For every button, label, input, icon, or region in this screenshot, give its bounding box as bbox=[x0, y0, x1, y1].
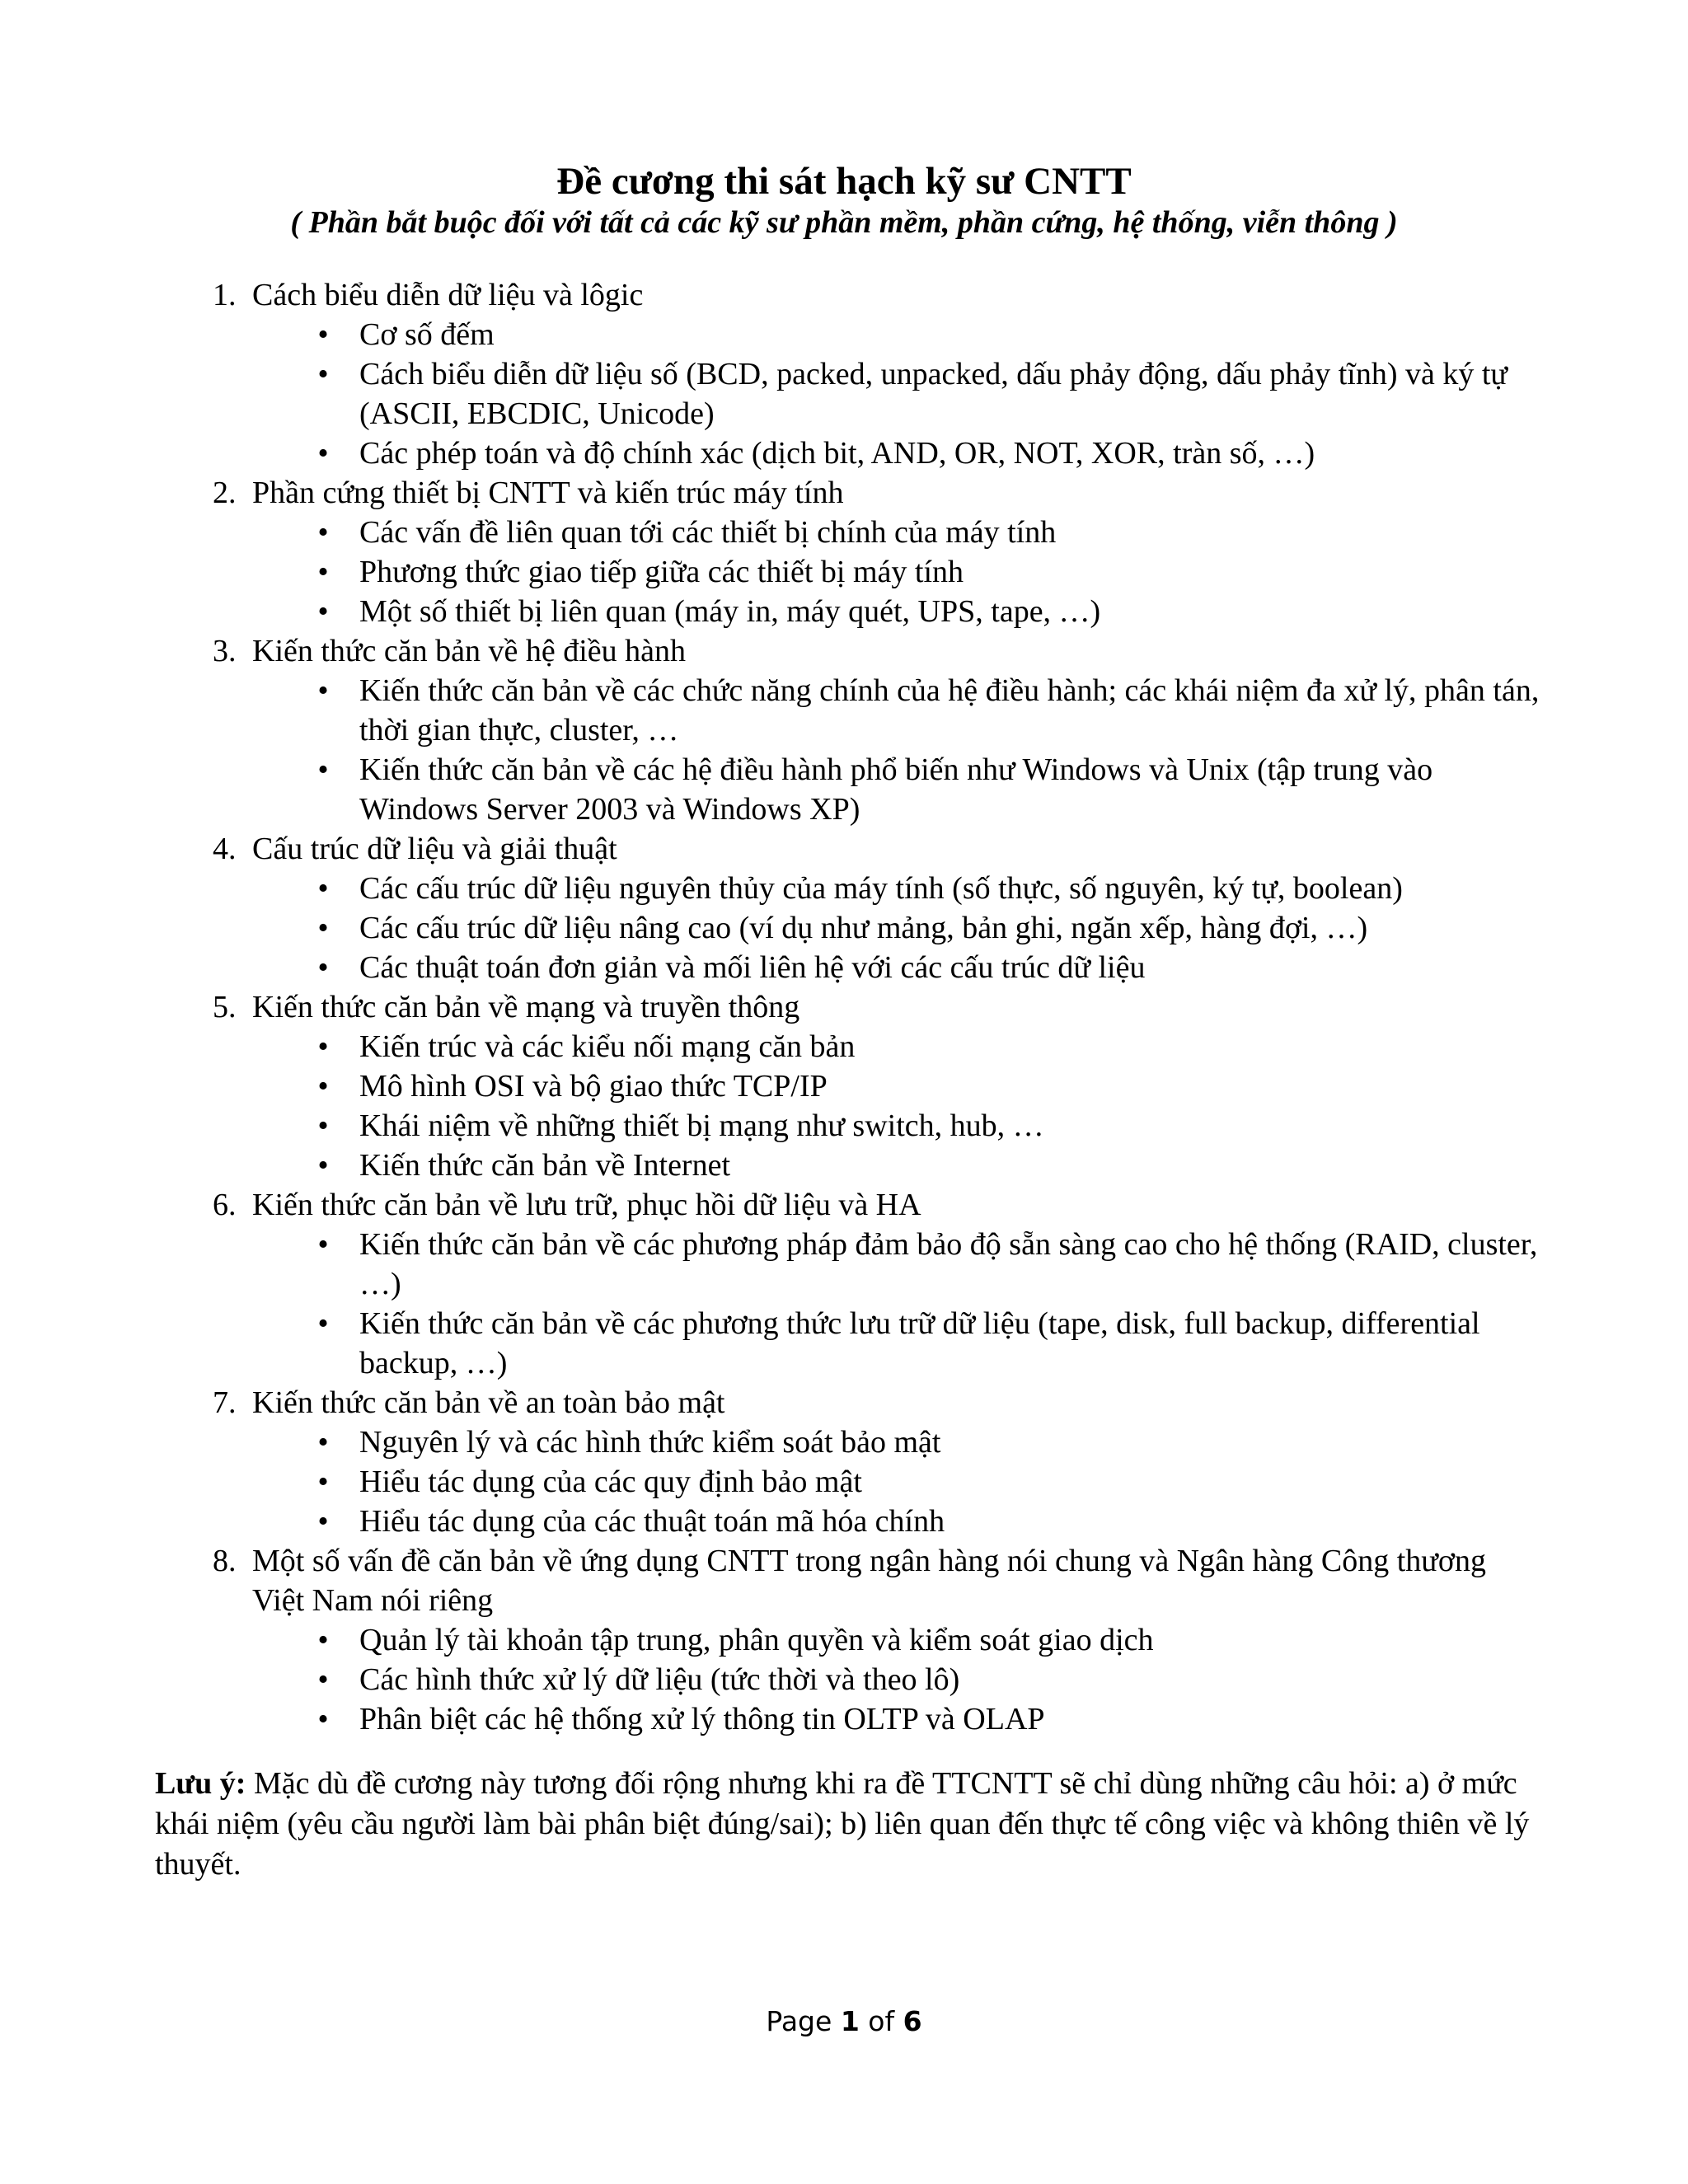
bullet-item bbox=[0, 1462, 1546, 1502]
bullet-item bbox=[0, 908, 1546, 948]
section-heading bbox=[0, 987, 1538, 1027]
bullet-item bbox=[0, 1146, 1546, 1185]
bullet-text: Các cấu trúc dữ liệu nguyên thủy của máy tính (số thực, số nguyên, ký tự, boolean) bbox=[359, 871, 1403, 906]
bullet-item bbox=[0, 1660, 1546, 1699]
bullet-item bbox=[0, 592, 1546, 631]
bullet-item bbox=[0, 869, 1546, 908]
section-heading bbox=[0, 631, 1538, 671]
bullet-item bbox=[0, 948, 1546, 987]
bullet-text: Mô hình OSI và bộ giao thức TCP/IP bbox=[359, 1069, 828, 1104]
bullet-text: Các phép toán và độ chính xác (dịch bit, AND, OR, NOT, XOR, tràn số, …) bbox=[359, 436, 1315, 471]
section-heading-text: Phần cứng thiết bị CNTT và kiến trúc máy tính bbox=[252, 476, 844, 510]
page-footer bbox=[0, 2004, 1688, 2040]
note-paragraph bbox=[155, 1764, 1548, 1885]
bullet-dot-icon: • bbox=[317, 436, 329, 471]
bullet-item bbox=[0, 1620, 1546, 1660]
outline-section bbox=[0, 1541, 1688, 1739]
bullet-dot-icon: • bbox=[317, 555, 329, 589]
section-heading bbox=[0, 1383, 1538, 1422]
section-heading-text: Cấu trúc dữ liệu và giải thuật bbox=[252, 832, 617, 866]
page-title: Đề cương thi sát hạch kỹ sư CNTT bbox=[556, 160, 1132, 203]
bullet-text: Các hình thức xử lý dữ liệu (tức thời và theo lô) bbox=[359, 1662, 960, 1697]
bullet-text: Hiểu tác dụng của các thuật toán mã hóa chính bbox=[359, 1504, 945, 1539]
footer-page-total: 6 bbox=[903, 2005, 922, 2037]
bullet-item bbox=[0, 513, 1546, 552]
bullet-text: Kiến thức căn bản về các phương pháp đảm bảo độ sẵn sàng cao cho hệ thống (RAID, cluster, …) bbox=[359, 1227, 1538, 1301]
bullet-dot-icon: • bbox=[317, 1465, 329, 1499]
section-heading-text: Kiến thức căn bản về an toàn bảo mật bbox=[252, 1385, 725, 1420]
bullet-dot-icon: • bbox=[317, 1148, 329, 1183]
section-heading-text: Kiến thức căn bản về mạng và truyền thông bbox=[252, 990, 800, 1024]
bullet-text: Nguyên lý và các hình thức kiểm soát bảo mật bbox=[359, 1425, 941, 1460]
note-label: Lưu ý: bbox=[155, 1766, 246, 1801]
bullet-item bbox=[0, 750, 1546, 829]
bullet-text: Các vấn đề liên quan tới các thiết bị chính của máy tính bbox=[359, 515, 1057, 550]
bullet-item bbox=[0, 1502, 1546, 1541]
bullet-dot-icon: • bbox=[317, 673, 329, 708]
section-number: 3. bbox=[213, 634, 237, 668]
outline-section bbox=[0, 631, 1688, 829]
bullet-text: Quản lý tài khoản tập trung, phân quyền và kiểm soát giao dịch bbox=[359, 1623, 1154, 1657]
bullet-text: Phân biệt các hệ thống xử lý thông tin OLTP và OLAP bbox=[359, 1702, 1045, 1736]
section-number: 6. bbox=[213, 1188, 237, 1222]
bullet-text: Cơ số đếm bbox=[359, 317, 495, 352]
bullet-text: Kiến thức căn bản về các hệ điều hành phổ biến như Windows và Unix (tập trung vào Windows Server 2003 và Windows XP) bbox=[359, 752, 1433, 827]
bullet-dot-icon: • bbox=[317, 1306, 329, 1341]
section-heading-text: Một số vấn đề căn bản về ứng dụng CNTT trong ngân hàng nói chung và Ngân hàng Công thương Việt Nam nói riêng bbox=[252, 1544, 1486, 1618]
outline-section bbox=[0, 987, 1688, 1185]
bullet-text: Kiến thức căn bản về các phương thức lưu trữ dữ liệu (tape, disk, full backup, differential backup, …) bbox=[359, 1306, 1480, 1380]
section-number: 8. bbox=[213, 1544, 237, 1578]
outline-section bbox=[0, 1185, 1688, 1383]
bullet-item bbox=[0, 1422, 1546, 1462]
bullet-item bbox=[0, 1106, 1546, 1146]
section-heading-text: Cách biểu diễn dữ liệu và lôgic bbox=[252, 278, 644, 312]
bullet-text: Hiểu tác dụng của các quy định bảo mật bbox=[359, 1465, 862, 1499]
bullet-text: Kiến thức căn bản về các chức năng chính của hệ điều hành; các khái niệm đa xử lý, phân tán, thời gian thực, cluster, … bbox=[359, 673, 1540, 748]
bullet-dot-icon: • bbox=[317, 1069, 329, 1104]
bullet-item bbox=[0, 1225, 1546, 1304]
section-heading-text: Kiến thức căn bản về hệ điều hành bbox=[252, 634, 687, 668]
outline-section bbox=[0, 473, 1688, 631]
section-heading bbox=[0, 473, 1538, 513]
bullet-dot-icon: • bbox=[317, 1108, 329, 1143]
outline-section bbox=[0, 275, 1688, 473]
footer-page-current: 1 bbox=[840, 2005, 860, 2037]
bullet-text: Các cấu trúc dữ liệu nâng cao (ví dụ như mảng, bản ghi, ngăn xếp, hàng đợi, …) bbox=[359, 911, 1368, 945]
bullet-dot-icon: • bbox=[317, 1227, 329, 1262]
bullet-dot-icon: • bbox=[317, 1425, 329, 1460]
bullet-item bbox=[0, 434, 1546, 473]
section-heading-text: Kiến thức căn bản về lưu trữ, phục hồi dữ liệu và HA bbox=[252, 1188, 921, 1222]
bullet-item bbox=[0, 315, 1546, 354]
section-number: 5. bbox=[213, 990, 237, 1024]
bullet-dot-icon: • bbox=[317, 594, 329, 629]
bullet-dot-icon: • bbox=[317, 1662, 329, 1697]
section-number: 1. bbox=[213, 278, 237, 312]
section-number: 4. bbox=[213, 832, 237, 866]
bullet-dot-icon: • bbox=[317, 1623, 329, 1657]
bullet-text: Phương thức giao tiếp giữa các thiết bị máy tính bbox=[359, 555, 964, 589]
bullet-dot-icon: • bbox=[317, 317, 329, 352]
bullet-dot-icon: • bbox=[317, 911, 329, 945]
page-subtitle: ( Phần bắt buộc đối với tất cả các kỹ sư phần mềm, phần cứng, hệ thống, viễn thông ) bbox=[290, 205, 1398, 240]
bullet-text: Cách biểu diễn dữ liệu số (BCD, packed, unpacked, dấu phảy động, dấu phảy tĩnh) và ký tự (ASCII, EBCDIC, Unicode) bbox=[359, 357, 1508, 431]
bullet-item bbox=[0, 1699, 1546, 1739]
bullet-dot-icon: • bbox=[317, 871, 329, 906]
bullet-dot-icon: • bbox=[317, 1702, 329, 1736]
outline-section bbox=[0, 1383, 1688, 1541]
bullet-text: Một số thiết bị liên quan (máy in, máy quét, UPS, tape, …) bbox=[359, 594, 1101, 629]
bullet-dot-icon: • bbox=[317, 515, 329, 550]
bullet-item bbox=[0, 671, 1546, 750]
outline-section bbox=[0, 829, 1688, 987]
section-heading bbox=[0, 275, 1538, 315]
section-heading bbox=[0, 1185, 1538, 1225]
footer-page-word: Page bbox=[766, 2005, 832, 2037]
bullet-item bbox=[0, 1027, 1546, 1066]
bullet-dot-icon: • bbox=[317, 950, 329, 985]
section-heading bbox=[0, 829, 1538, 869]
section-number: 2. bbox=[213, 476, 237, 510]
syllabus-outline bbox=[0, 275, 1688, 1739]
section-number: 7. bbox=[213, 1385, 237, 1420]
bullet-item bbox=[0, 1304, 1546, 1383]
bullet-dot-icon: • bbox=[317, 1029, 329, 1064]
footer-of-word: of bbox=[868, 2005, 895, 2037]
bullet-text: Các thuật toán đơn giản và mối liên hệ với các cấu trúc dữ liệu bbox=[359, 950, 1146, 985]
bullet-item bbox=[0, 354, 1546, 434]
bullet-item bbox=[0, 552, 1546, 592]
bullet-dot-icon: • bbox=[317, 1504, 329, 1539]
bullet-text: Kiến trúc và các kiểu nối mạng căn bản bbox=[359, 1029, 856, 1064]
bullet-dot-icon: • bbox=[317, 357, 329, 391]
note-text: Mặc dù đề cương này tương đối rộng nhưng khi ra đề TTCNTT sẽ chỉ dùng những câu hỏi: a) ở mức khái niệm (yêu cầu người làm bài phân biệt đúng/sai); b) liên quan đến thực tế công việc và không thiên về lý thuyết. bbox=[155, 1766, 1530, 1882]
section-heading bbox=[0, 1541, 1538, 1620]
bullet-item bbox=[0, 1066, 1546, 1106]
bullet-text: Kiến thức căn bản về Internet bbox=[359, 1148, 731, 1183]
bullet-text: Khái niệm về những thiết bị mạng như switch, hub, … bbox=[359, 1108, 1044, 1143]
bullet-dot-icon: • bbox=[317, 752, 329, 787]
